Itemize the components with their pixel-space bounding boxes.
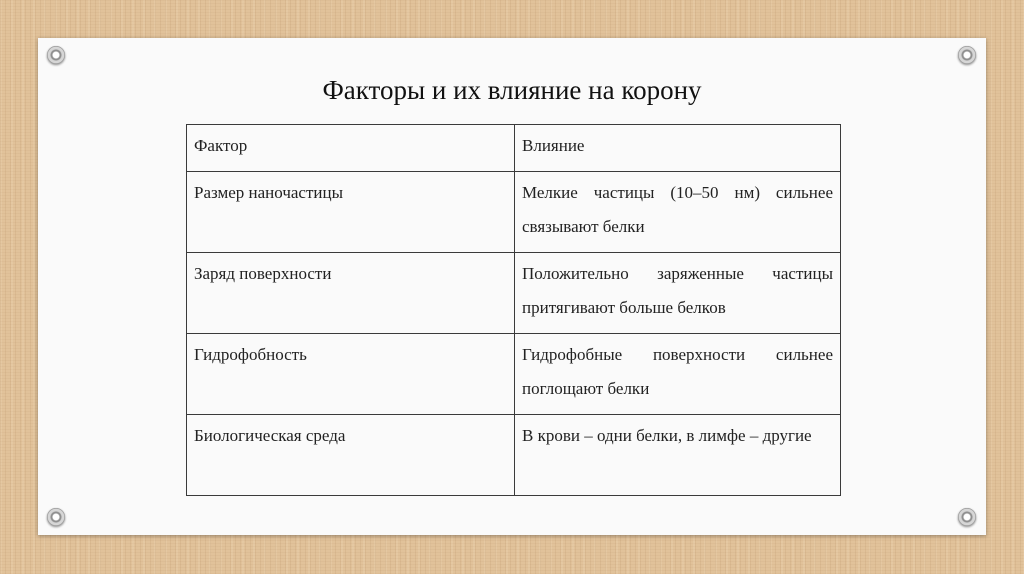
pin-icon xyxy=(47,508,65,526)
pin-icon xyxy=(958,508,976,526)
factor-cell: Биологическая среда xyxy=(187,415,515,496)
factor-cell: Размер наночастицы xyxy=(187,172,515,253)
factors-table xyxy=(186,124,841,496)
header-factor: Фактор xyxy=(187,125,515,172)
influence-cell: В крови – одни белки, в лимфе – другие xyxy=(515,415,841,496)
influence-cell: Положительно заряженные частицы притягивают больше белков xyxy=(515,253,841,334)
pin-icon xyxy=(958,46,976,64)
influence-cell: Мелкие частицы (10–50 нм) сильнее связывают белки xyxy=(515,172,841,253)
table-row xyxy=(187,334,841,415)
table-row xyxy=(187,415,841,496)
factor-cell: Гидрофобность xyxy=(187,334,515,415)
table-row xyxy=(187,172,841,253)
table-header-row xyxy=(187,125,841,172)
table-row xyxy=(187,253,841,334)
influence-cell: Гидрофобные поверхности сильнее поглощают белки xyxy=(515,334,841,415)
header-influence: Влияние xyxy=(515,125,841,172)
factor-cell: Заряд поверхности xyxy=(187,253,515,334)
slide-title: Факторы и их влияние на корону xyxy=(322,75,702,105)
pin-icon xyxy=(47,46,65,64)
